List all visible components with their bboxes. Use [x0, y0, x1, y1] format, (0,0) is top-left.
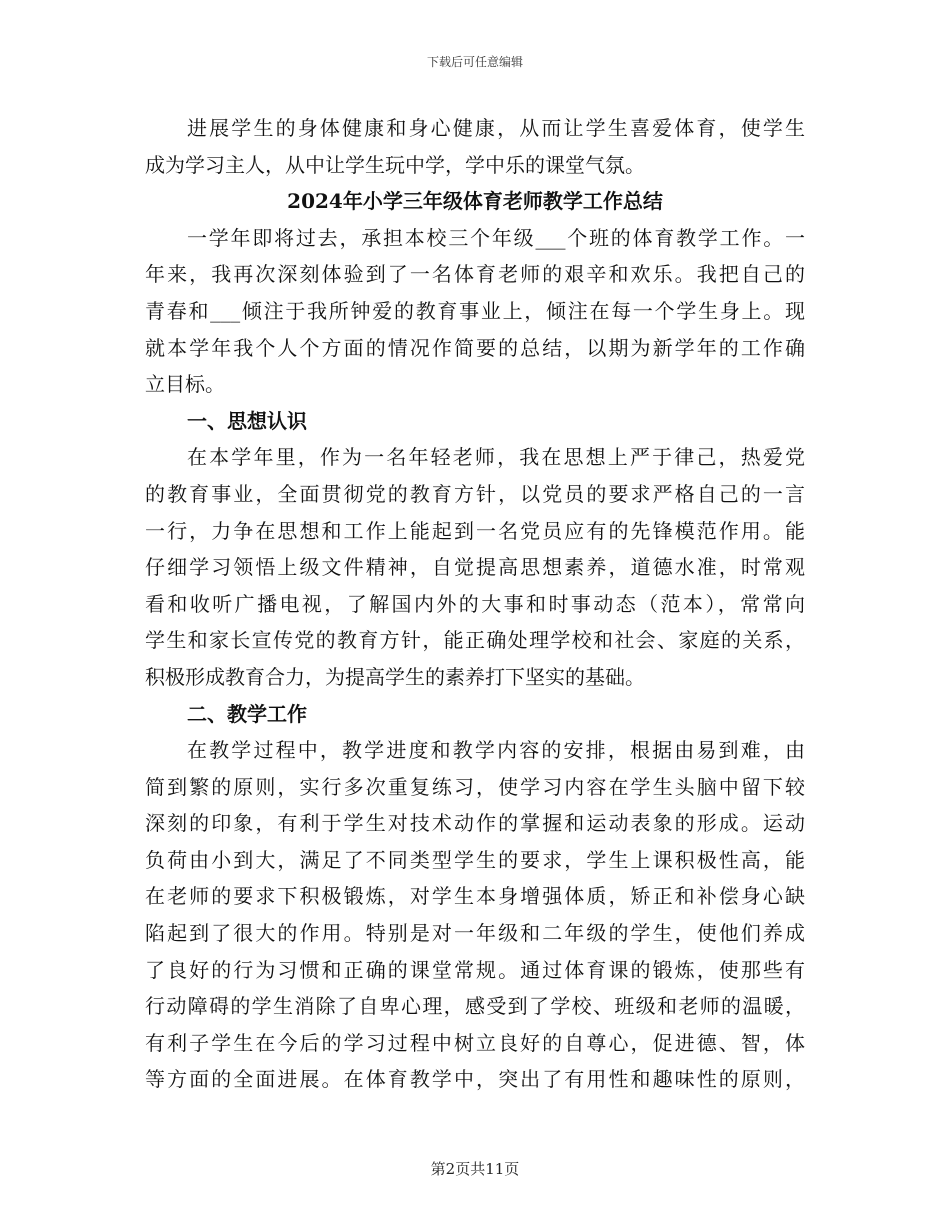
- paragraph-line: 行动障碍的学生消除了自卑心理，感受到了学校、班级和老师的温暖，: [145, 994, 805, 1019]
- paragraph-line: 深刻的印象，有利于学生对技术动作的掌握和运动表象的形成。运动: [145, 811, 805, 836]
- paragraph-line: 在本学年里，作为一名年轻老师，我在思想上严于律己，热爱党: [187, 445, 805, 470]
- section-heading-teaching: 二、教学工作: [187, 701, 307, 726]
- intro-line: 成为学习主人，从中让学生玩中学，学中乐的课堂气氛。: [145, 152, 645, 177]
- paragraph-line: 青春和___倾注于我所钟爱的教育事业上，倾注在每一个学生身上。现: [145, 298, 805, 323]
- paragraph-line: 简到繁的原则，实行多次重复练习，使学习内容在学生头脑中留下较: [145, 774, 805, 799]
- paragraph-line: 负荷由小到大，满足了不同类型学生的要求，学生上课积极性高，能: [145, 847, 805, 872]
- paragraph-line: 看和收听广播电视，了解国内外的大事和时事动态（范本），常常向: [145, 591, 805, 616]
- paragraph-line: 积极形成教育合力，为提高学生的素养打下坚实的基础。: [145, 664, 645, 689]
- document-title: 2024年小学三年级体育老师教学工作总结: [287, 189, 663, 214]
- page-number: 第2页共11页: [430, 1160, 520, 1178]
- paragraph-line: 在老师的要求下积极锻炼，对学生本身增强体质，矫正和补偿身心缺: [145, 884, 805, 909]
- paragraph-line: 了良好的行为习惯和正确的课堂常规。通过体育课的锻炼，使那些有: [145, 957, 805, 982]
- page-header-note: 下载后可任意编辑: [426, 55, 523, 69]
- paragraph-line: 陷起到了很大的作用。特别是对一年级和二年级的学生，使他们养成: [145, 921, 805, 946]
- section-heading-thought: 一、思想认识: [187, 408, 307, 433]
- paragraph-line: 一学年即将过去，承担本校三个年级___个班的体育教学工作。一: [187, 225, 805, 250]
- paragraph-line: 的教育事业，全面贯彻党的教育方针，以党员的要求严格自己的一言: [145, 481, 805, 506]
- paragraph-line: 仔细学习领悟上级文件精神，自觉提高思想素养，道德水准，时常观: [145, 555, 805, 580]
- intro-line: 进展学生的身体健康和身心健康，从而让学生喜爱体育，使学生: [187, 116, 805, 140]
- paragraph-line: 立目标。: [145, 372, 225, 397]
- paragraph-line: 有利子学生在今后的学习过程中树立良好的自尊心，促进德、智，体: [145, 1030, 805, 1055]
- paragraph-line: 就本学年我个人个方面的情况作简要的总结，以期为新学年的工作确: [145, 335, 805, 360]
- document-body: [145, 110, 805, 1098]
- paragraph-line: 年来，我再次深刻体验到了一名体育老师的艰辛和欢乐。我把自己的: [145, 262, 805, 287]
- paragraph-line: 在教学过程中，教学进度和教学内容的安排，根据由易到难，由: [187, 738, 805, 763]
- paragraph-line: 学生和家长宣传党的教育方针，能正确处理学校和社会、家庭的关系，: [145, 628, 805, 653]
- paragraph-line: 等方面的全面进展。在体育教学中，突出了有用性和趣味性的原则，: [145, 1067, 805, 1092]
- paragraph-line: 一行，力争在思想和工作上能起到一名党员应有的先锋模范作用。能: [145, 518, 805, 543]
